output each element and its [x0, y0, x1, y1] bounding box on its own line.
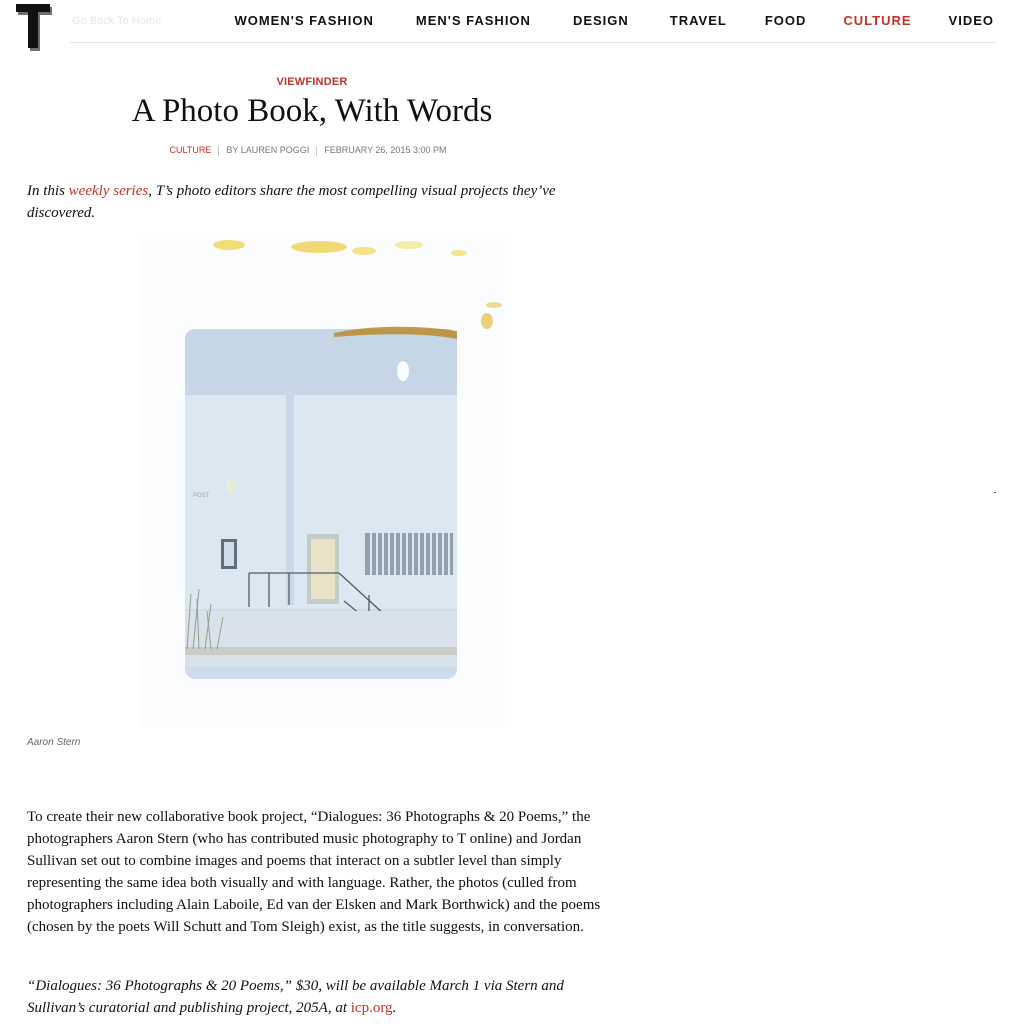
article-paragraph: To create their new collaborative book project, “Dialogues: 36 Photographs & 20 Poems,” the photographers Aaron Stern (who has contributed music photography to T online) and Jordan Sullivan set out to combine images and poems that interact on a subtler level than simply representing the same idea both visually and with language. Rather, the photos (culled from photographers including Alain Laboile, Ed van der Elsken and Mark Borthwick) and the poems (chosen by the poets Will Schutt and Tom Sleigh) exist, as the title suggests, in conversation. — [27, 809, 601, 935]
main-nav — [234, 13, 994, 28]
nav-item-travel[interactable]: TRAVEL — [669, 13, 727, 28]
closing-text: . — [392, 1000, 397, 1016]
byline-separator — [316, 146, 317, 156]
byline-separator — [218, 146, 219, 156]
intro-text: In this — [27, 183, 69, 199]
stray-dot — [994, 492, 996, 493]
building-photo-illustration — [139, 239, 505, 728]
article-title: A Photo Book, With Words — [131, 93, 493, 129]
intro-text: , T’s photo editors share the most compelling visual projects they’ve discovered. — [27, 183, 556, 221]
closing-text: “Dialogues: 36 Photographs & 20 Poems,” $30, will be available March 1 via Stern and Sullivan’s curatorial and publishing project, 205A, at — [27, 978, 564, 1016]
nav-item-food[interactable]: FOOD — [764, 13, 807, 28]
icp-link[interactable]: icp.org — [350, 1000, 393, 1016]
t-logo-icon[interactable] — [16, 4, 54, 52]
building-sign: POST — [193, 493, 210, 499]
nav-item-womens-fashion[interactable]: WOMEN'S FASHION — [234, 13, 374, 28]
article-photo — [139, 239, 505, 728]
byline — [0, 145, 616, 156]
article-closing — [27, 975, 602, 1019]
nav-item-culture[interactable]: CULTURE — [843, 13, 912, 28]
weekly-series-link[interactable]: weekly series — [68, 183, 149, 199]
photo-caption: Aaron Stern — [27, 737, 81, 748]
article-kicker[interactable]: VIEWFINDER — [276, 76, 348, 88]
nav-item-video[interactable]: VIDEO — [948, 13, 994, 28]
byline-date: FEBRUARY 26, 2015 3:00 PM — [324, 145, 447, 155]
byline-category[interactable]: CULTURE — [169, 145, 212, 155]
byline-author: BY LAUREN POGGI — [226, 145, 310, 155]
article-intro — [27, 180, 597, 224]
nav-item-mens-fashion[interactable]: MEN'S FASHION — [415, 13, 531, 28]
header-divider — [70, 42, 996, 43]
nav-item-design[interactable]: DESIGN — [572, 13, 629, 28]
go-back-home-link[interactable]: Go Back To Home — [72, 15, 162, 27]
